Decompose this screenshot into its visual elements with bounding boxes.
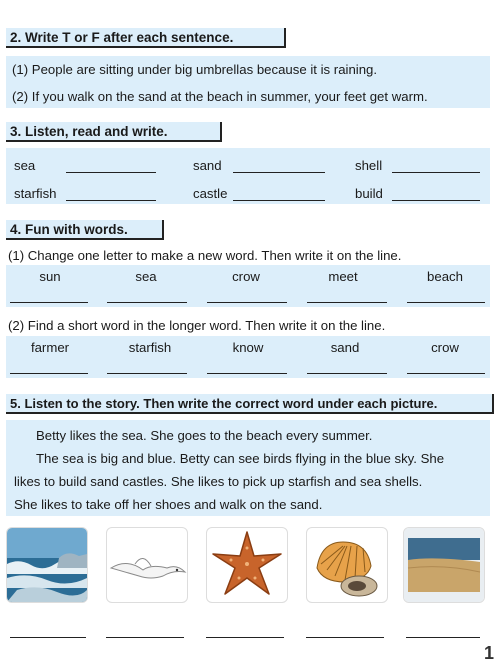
- answer-line[interactable]: [66, 172, 156, 173]
- word-meet: meet: [328, 269, 358, 284]
- word-sand: sand: [193, 158, 222, 173]
- section-2-title: 2. Write T or F after each sentence.: [6, 28, 286, 48]
- answer-line[interactable]: [107, 373, 187, 374]
- word-beach: beach: [427, 269, 463, 284]
- answer-line[interactable]: [307, 373, 387, 374]
- answer-line[interactable]: [407, 302, 485, 303]
- story-line-3: likes to build sand castles. She likes to pick up starfish and sea shells.: [14, 474, 423, 489]
- word-build: build: [355, 186, 383, 201]
- beach-sand-icon: [403, 527, 485, 603]
- word-shell: shell: [355, 158, 383, 173]
- section-3-title: 3. Listen, read and write.: [6, 122, 222, 142]
- answer-line[interactable]: [10, 373, 88, 374]
- starfish-icon: [206, 527, 288, 603]
- word-sand: sand: [330, 340, 360, 355]
- tf-sentence-1: (1) People are sitting under big umbrellas because it is raining.: [12, 62, 378, 77]
- word-sun: sun: [39, 269, 61, 284]
- section-4-title: 4. Fun with words.: [6, 220, 164, 240]
- seashell-icon: [306, 527, 388, 603]
- section-3-band: [6, 148, 490, 204]
- answer-line[interactable]: [392, 172, 480, 173]
- answer-line[interactable]: [406, 637, 480, 638]
- answer-line[interactable]: [207, 302, 287, 303]
- answer-line[interactable]: [407, 373, 485, 374]
- seagull-icon: [106, 527, 188, 603]
- word-sea: sea: [135, 269, 157, 284]
- answer-line[interactable]: [106, 637, 184, 638]
- sea-picture-icon: [6, 527, 88, 603]
- story-line-2: The sea is big and blue. Betty can see birds flying in the blue sky. She: [36, 451, 445, 466]
- page-number: 1: [483, 643, 494, 663]
- answer-line[interactable]: [307, 302, 387, 303]
- word-crow: crow: [232, 269, 260, 284]
- word-farmer: farmer: [30, 340, 70, 355]
- story-line-1: Betty likes the sea. She goes to the beach every summer.: [36, 428, 373, 443]
- answer-line[interactable]: [10, 302, 88, 303]
- section-5-title: 5. Listen to the story. Then write the correct word under each picture.: [6, 394, 494, 414]
- story-line-4: She likes to take off her shoes and walk on the sand.: [14, 497, 323, 512]
- answer-line[interactable]: [10, 637, 86, 638]
- word-crow: crow: [431, 340, 459, 355]
- word-know: know: [232, 340, 264, 355]
- word-sea: sea: [14, 158, 36, 173]
- word-castle: castle: [193, 186, 228, 201]
- instruction-change-letter: (1) Change one letter to make a new word. Then write it on the line.: [8, 248, 402, 263]
- answer-line[interactable]: [233, 200, 325, 201]
- answer-line[interactable]: [207, 373, 287, 374]
- word-starfish: starfish: [14, 186, 57, 201]
- answer-line[interactable]: [392, 200, 480, 201]
- answer-line[interactable]: [206, 637, 284, 638]
- answer-line[interactable]: [306, 637, 384, 638]
- answer-line[interactable]: [233, 172, 325, 173]
- word-starfish: starfish: [128, 340, 172, 355]
- tf-sentence-2: (2) If you walk on the sand at the beach in summer, your feet get warm.: [12, 89, 428, 104]
- instruction-short-word: (2) Find a short word in the longer word. Then write it on the line.: [8, 318, 386, 333]
- answer-line[interactable]: [107, 302, 187, 303]
- answer-line[interactable]: [66, 200, 156, 201]
